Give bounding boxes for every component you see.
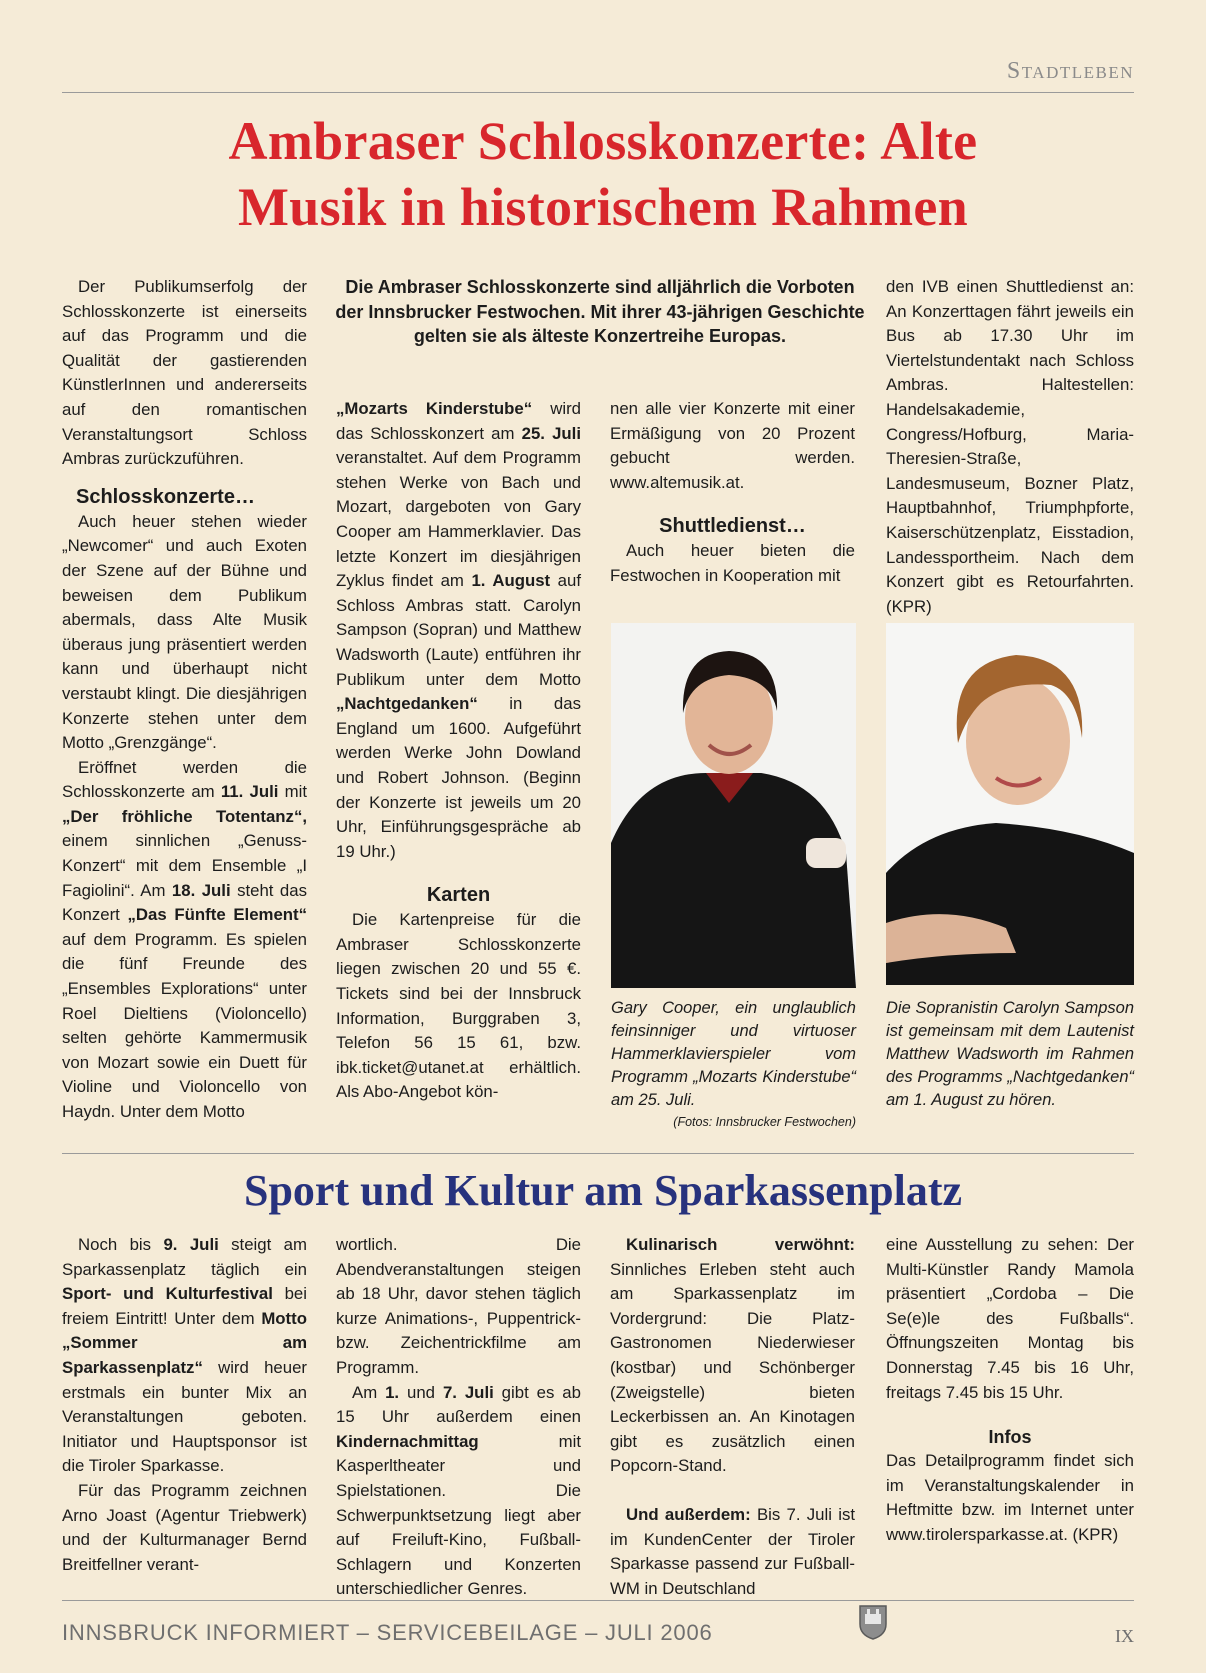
city-crest-icon <box>858 1604 888 1640</box>
subhead-schlosskonzerte: Schlosskonzerte… <box>76 485 255 508</box>
subhead-shuttledienst: Shuttledienst… <box>659 515 806 538</box>
paragraph: eine Ausstellung zu sehen: Der Multi-Künstler Randy Mamola präsentiert „Cordoba – Die Se(e)le des Fußballs“. Öffnungszeiten Montag bis Donnerstag 7.45 bis 16 Uhr, freitags 7.45 bis 15 Uhr. <box>886 1235 1134 1402</box>
paragraph: wortlich. Die Abendveranstaltungen steigen ab 18 Uhr, davor stehen täglich kurze Animations-, Puppentrick- bzw. Zeichentrickfilme am Programm. <box>336 1235 581 1377</box>
article2-column-1 <box>62 1233 307 1577</box>
article2-title: Sport und Kultur am Sparkassenplatz <box>243 1166 963 1215</box>
paragraph: Das Detailprogramm findet sich im Veranstaltungskalender in Heftmitte bzw. im Internet unter www.tirolersparkasse.at. (KPR) <box>886 1451 1134 1544</box>
section-label: Stadtleben <box>1006 58 1134 84</box>
photo-gary-cooper <box>611 623 856 988</box>
paragraph: Kulinarisch verwöhnt: Sinnliches Erleben steht auch am Sparkassenplatz im Vordergrund: Die Platz-Gastronomen Niederwieser (kostbar) und Schönberger (Zweigstelle) bieten Leckerbissen an. An Kinotagen gibt es zusätzlich einen Popcorn-Stand. <box>610 1235 855 1476</box>
footer-publication: INNSBRUCK INFORMIERT – SERVICEBEILAGE – JULI 2006 <box>62 1620 713 1645</box>
subhead-karten: Karten <box>426 884 491 907</box>
paragraph: den IVB einen Shuttledienst an: An Konzerttagen fährt jeweils ein Bus ab 17.30 Uhr im Viertelstundentakt nach Schloss Ambras. Haltestellen: Handelsakademie, Congress/Hofburg, Maria-Theresien-Straße, Landesmuseum, Bozner Platz, Hauptbahnhof, Triumphpforte, Kaiserschützenplatz, Eisstadion, Landessportheim. Nach dem Konzert gibt es Retourfahrten. (KPR) <box>886 277 1134 616</box>
paragraph: Und außerdem: Bis 7. Juli ist im KundenCenter der Tiroler Sparkasse passend zur Fußball-WM in Deutschland <box>610 1504 856 1598</box>
article2-column-3 <box>610 1233 855 1601</box>
paragraph: Auch heuer stehen wieder „Newcomer“ und auch Exoten der Szene auf der Bühne und beweisen dem Publikum abermals, dass Alte Musik überaus jung präsentiert werden kann und überhaupt nicht verstaubt klingt. Die diesjährigen Konzerte stehen unter dem Motto „Grenzgänge“. <box>62 511 307 753</box>
article-title-line-1: Ambraser Schlosskonzerte: Alte <box>228 111 978 171</box>
paragraph: Für das Programm zeichnen Arno Joast (Agentur Triebwerk) und der Kulturmanager Bernd Breitfellner verant- <box>62 1480 307 1574</box>
article-title <box>60 108 1146 240</box>
footer-rule <box>62 1600 1134 1601</box>
photo-carolyn-sampson <box>886 623 1134 985</box>
paragraph: Eröffnet werden die Schlosskonzerte am 11. Juli mit „Der fröhliche Totentanz“, einem sinnlichen „Genuss-Konzert“ mit dem Ensemble „I Fagiolini“. Am 18. Juli steht das Konzert „Das Fünfte Element“ auf dem Programm. Es spielen die fünf Freunde des „Ensembles Explorations“ unter Roel Dieltiens (Violoncello) selten gehörte Kammermusik von Mozart sowie ein Duett für Violine und Violoncello von Haydn. Unter dem Motto <box>62 757 308 1121</box>
article2-column-4 <box>886 1233 1134 1548</box>
article1-column-2 <box>336 397 581 1105</box>
article1-column-3 <box>610 397 855 589</box>
paragraph: nen alle vier Konzerte mit einer Ermäßigung von 20 Prozent gebucht werden. www.altemusik.at. <box>610 399 855 492</box>
caption-carolyn-sampson: Die Sopranistin Carolyn Sampson ist gemeinsam mit dem Lautenist Matthew Wadsworth im Rahmen des Programms „Nachtgedanken“ am 1. August zu hören. <box>886 999 1134 1109</box>
photo-credit: (Fotos: Innsbrucker Festwochen) <box>673 1115 856 1129</box>
header-rule <box>62 92 1134 93</box>
caption-gary-cooper: Gary Cooper, ein unglaublich feinsinniger und virtuoser Hammerklavierspieler vom Programm „Mozarts Kinderstube“ am 25. Juli. <box>611 999 856 1109</box>
article-divider <box>62 1153 1134 1154</box>
subhead-infos: Infos <box>988 1427 1032 1448</box>
paragraph: „Mozarts Kinderstube“ wird das Schlosskonzert am 25. Juli veranstaltet. Auf dem Programm stehen Werke von Bach und Mozart, dargeboten von Gary Cooper am Hammerklavier. Das letzte Konzert im diesjährigen Zyklus findet am 1. August auf Schloss Ambras statt. Carolyn Sampson (Sopran) und Matthew Wadsworth (Laute) entführen ihr Publikum unter dem Motto „Nachtgedanken“ in das England um 1600. Aufgeführt werden Werke John Dowland und Robert Johnson. (Beginn der Konzerte ist jeweils um 20 Uhr, Einführungsgespräche ab 19 Uhr.) <box>336 399 581 861</box>
article-lead: Die Ambraser Schlosskonzerte sind alljährlich die Vorboten der Innsbrucker Festwochen. Mit ihrer 43-jährigen Geschichte gelten sie als älteste Konzertreihe Europas. <box>335 277 865 346</box>
portrait-illustration <box>886 623 1134 985</box>
paragraph: Am 1. und 7. Juli gibt es ab 15 Uhr außerdem einen Kindernachmittag mit Kasperltheater und Spielstationen. Die Schwerpunktsetzung liegt aber auf Freiluft-Kino, Fußball-Schlagern und Konzerten unterschiedlicher Genres. <box>336 1382 581 1599</box>
paragraph: Auch heuer bieten die Festwochen in Kooperation mit <box>610 541 855 585</box>
article1-column-1 <box>62 275 307 1125</box>
article-title-line-2: Musik in historischem Rahmen <box>238 177 968 237</box>
intro-paragraph: Der Publikumserfolg der Schlosskonzerte ist einerseits auf das Programm und die Qualität der gastierenden KünstlerInnen und andererseits auf den romantischen Veranstaltungsort Schloss Ambras zurückzuführen. <box>62 277 307 469</box>
portrait-illustration <box>611 623 856 988</box>
article1-column-4 <box>886 275 1134 619</box>
article2-column-2 <box>336 1233 581 1602</box>
page-number: IX <box>1115 1626 1134 1646</box>
paragraph: Noch bis 9. Juli steigt am Sparkassenplatz täglich ein Sport- und Kulturfestival bei freiem Eintritt! Unter dem Motto „Sommer am Sparkassenplatz“ wird heuer erstmals ein bunter Mix an Veranstaltungen geboten. Initiator und Hauptsponsor ist die Tiroler Sparkasse. <box>62 1235 307 1476</box>
paragraph: Die Kartenpreise für die Ambraser Schlosskonzerte liegen zwischen 20 und 55 €. Tickets sind bei der Innsbruck Information, Burggraben 3, Telefon 56 15 61, bzw. ibk.ticket@utanet.at erhältlich. Als Abo-Angebot kön- <box>336 910 581 1102</box>
